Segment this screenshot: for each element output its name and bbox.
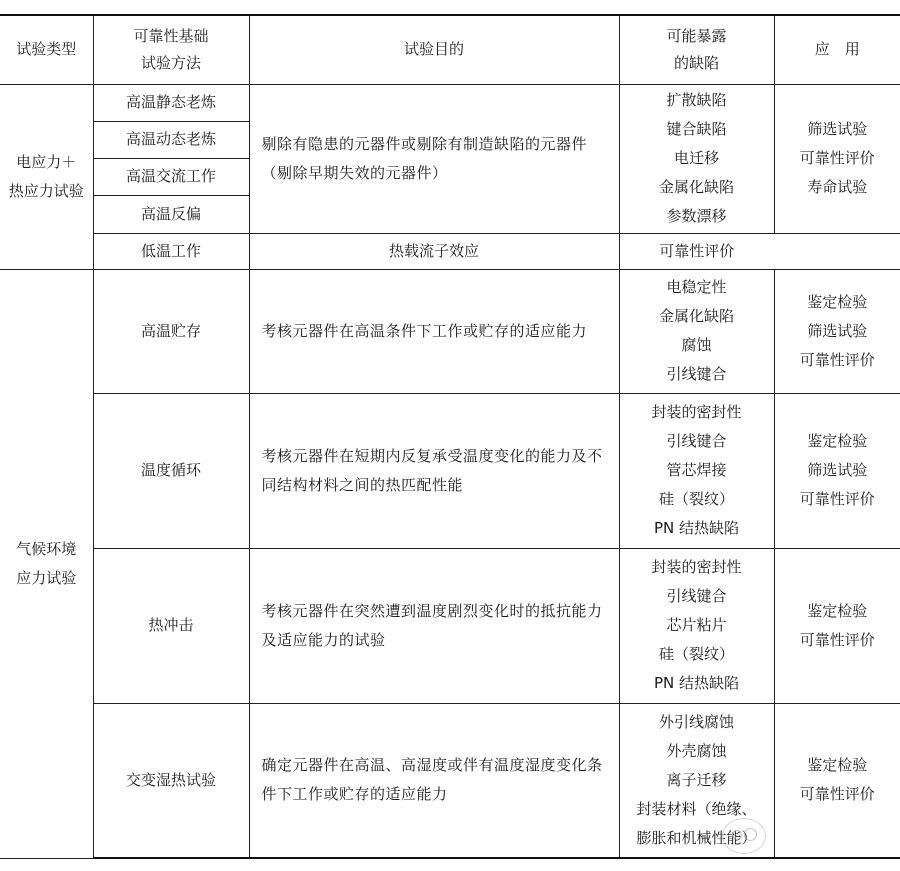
header-test-method: 可靠性基础 试验方法 bbox=[93, 15, 249, 84]
header-defects: 可能暴露 的缺陷 bbox=[619, 15, 774, 84]
header-application: 应 用 bbox=[774, 15, 900, 84]
table-row bbox=[0, 393, 900, 548]
table-row bbox=[0, 548, 900, 703]
application-cell: 筛选试验 可靠性评价 寿命试验 bbox=[774, 84, 900, 233]
table-row bbox=[0, 233, 900, 269]
header-row bbox=[0, 15, 900, 84]
method-cell: 高温静态老炼 bbox=[93, 84, 249, 121]
method-cell: 热冲击 bbox=[93, 548, 249, 703]
header-test-type: 试验类型 bbox=[0, 15, 93, 84]
application-cell: 可靠性评价 bbox=[619, 233, 774, 269]
purpose-cell: 剔除有隐患的元器件或剔除有制造缺陷的元器件（剔除早期失效的元器件） bbox=[249, 84, 619, 233]
application-cell: 鉴定检验 筛选试验 可靠性评价 bbox=[774, 269, 900, 393]
table-row bbox=[0, 269, 900, 393]
test-type-climatic: 气候环境 应力试验 bbox=[0, 269, 93, 858]
table-row bbox=[0, 84, 900, 121]
defects-cell: 电稳定性 金属化缺陷 腐蚀 引线键合 bbox=[619, 269, 774, 393]
test-type-electrical-thermal: 电应力＋ 热应力试验 bbox=[0, 84, 93, 269]
defects-cell: 封装的密封性 引线键合 芯片粘片 硅（裂纹） PN 结热缺陷 bbox=[619, 548, 774, 703]
reliability-test-table bbox=[0, 14, 900, 859]
defects-cell: 外引线腐蚀 外壳腐蚀 离子迁移 封装材料（绝缘、 膨胀和机械性能） bbox=[619, 703, 774, 858]
header-purpose: 试验目的 bbox=[249, 15, 619, 84]
application-cell: 鉴定检验 可靠性评价 bbox=[774, 703, 900, 858]
method-cell: 温度循环 bbox=[93, 393, 249, 548]
method-cell: 低温工作 bbox=[93, 233, 249, 269]
defects-cell: 热载流子效应 bbox=[249, 233, 619, 269]
purpose-cell: 考核元器件在短期内反复承受温度变化的能力及不同结构材料之间的热匹配性能 bbox=[249, 393, 619, 548]
method-cell: 高温贮存 bbox=[93, 269, 249, 393]
defects-cell: 封装的密封性 引线键合 管芯焊接 硅（裂纹） PN 结热缺陷 bbox=[619, 393, 774, 548]
method-cell: 高温动态老炼 bbox=[93, 121, 249, 158]
method-cell: 高温反偏 bbox=[93, 195, 249, 233]
method-cell: 高温交流工作 bbox=[93, 158, 249, 195]
application-cell: 鉴定检验 筛选试验 可靠性评价 bbox=[774, 393, 900, 548]
application-cell: 鉴定检验 可靠性评价 bbox=[774, 548, 900, 703]
method-cell: 交变湿热试验 bbox=[93, 703, 249, 858]
defects-cell: 扩散缺陷 键合缺陷 电迁移 金属化缺陷 参数漂移 bbox=[619, 84, 774, 233]
purpose-cell: 确定元器件在高温、高湿度或伴有温度湿度变化条件下工作或贮存的适应能力 bbox=[249, 703, 619, 858]
purpose-cell: 考核元器件在高温条件下工作或贮存的适应能力 bbox=[249, 269, 619, 393]
watermark-logo bbox=[722, 818, 766, 854]
purpose-cell: 考核元器件在突然遭到温度剧烈变化时的抵抗能力及适应能力的试验 bbox=[249, 548, 619, 703]
